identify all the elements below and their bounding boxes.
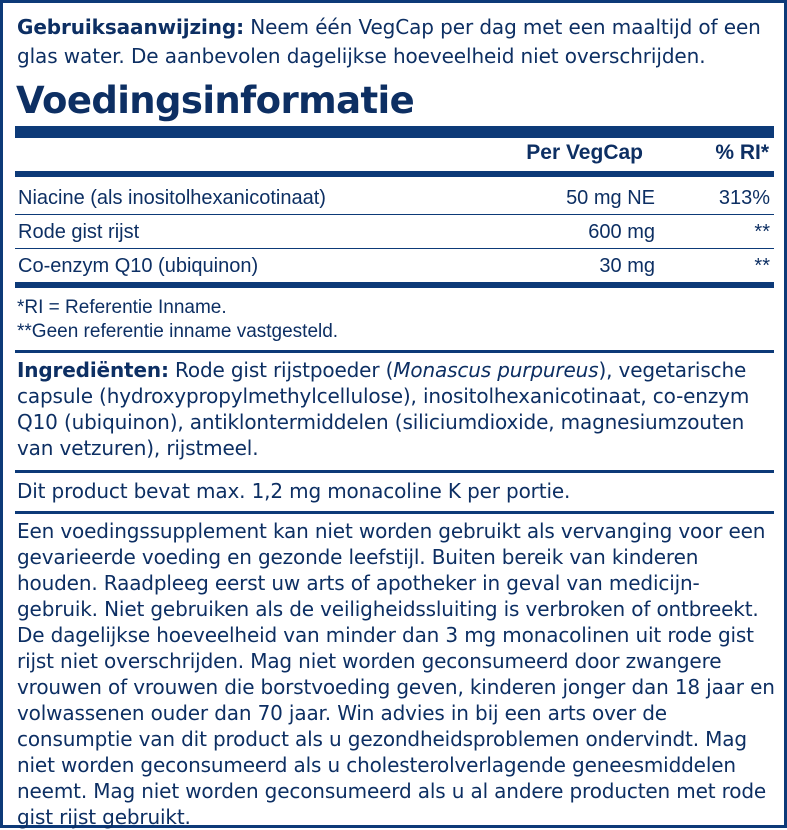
nutrient-amount: 600 mg [588, 221, 655, 243]
ingredients-text-b: ), vegetarische capsule (hydroxypropylmethylcellulose), inositolhexanicotinaat, co-enzym Q10 (ubiquinon), antiklontermiddelen (siliciumdioxide, magnesiumzouten van vetzuren), rijstmeel. [17, 358, 750, 460]
nutrient-ri: ** [754, 221, 770, 243]
col-header-ri: % RI* [715, 141, 769, 164]
nutrient-amount: 50 mg NE [566, 187, 655, 209]
section-divider [15, 350, 774, 353]
nutrition-row [15, 181, 774, 215]
usage-text: Neem één VegCap per dag met een maaltijd of een glas water. De aanbevolen dagelijkse hoeveelheid niet overschrijden. [17, 15, 761, 68]
monacolin-statement: Dit product bevat max. 1,2 mg monacoline K per portie. [17, 479, 571, 503]
nutrition-row [15, 249, 774, 283]
rule-thick-top [15, 126, 774, 138]
usage-instructions [17, 13, 777, 71]
footnote-no-ri: **Geen referentie inname vastgesteld. [17, 321, 339, 342]
nutrient-name: Co-enzym Q10 (ubiquinon) [18, 255, 259, 277]
nutrient-name: Rode gist rijst [18, 221, 140, 243]
section-divider [15, 511, 774, 514]
ingredients-text-a: Rode gist rijstpoeder ( [168, 358, 394, 382]
ingredients-species: Monascus purpureus [393, 358, 599, 382]
footnote-ri: *RI = Referentie Inname. [17, 297, 227, 318]
rule-header-bottom [15, 171, 774, 177]
nutrient-ri: ** [754, 255, 770, 277]
usage-label: Gebruiksaanwijzing: [17, 15, 245, 39]
nutrition-row [15, 215, 774, 249]
col-header-per-vegcap: Per VegCap [526, 141, 643, 164]
nutrition-title: Voedingsinformatie [16, 79, 415, 122]
nutrient-name: Niacine (als inositolhexanicotinaat) [18, 187, 326, 209]
ingredients [17, 357, 777, 461]
section-divider [15, 470, 774, 473]
ingredients-label: Ingrediënten: [17, 358, 169, 382]
warning-text: Een voedingssupplement kan niet worden gebruikt als vervanging voor een gevarieerde voeding en gezonde leefstijl. Buiten bereik van kinderen houden. Raadpleeg eerst uw arts of apotheker in geval van medicijn-gebruik. Niet gebruiken als de veiligheidssluiting is verbroken of ontbreekt. De dagelijkse hoeveelheid van minder dan 3 mg monacolinen uit rode gist rijst niet overschrijden. Mag niet worden geconsumeerd door zwangere vrouwen of vrouwen die borstvoeding geven, kinderen jonger dan 18 jaar en volwassenen ouder dan 70 jaar. Win advies in bij een arts over de consumptie van dit product als u gezondheidsproblemen ondervindt. Mag niet worden geconsumeerd als u cholesterolverlagende geneesmiddelen neemt. Mag niet worden geconsumeerd als u al andere producten met rode gist rijst gebruikt. [17, 519, 775, 829]
nutrient-ri: 313% [718, 187, 770, 209]
nutrient-amount: 30 mg [599, 255, 655, 277]
rule-table-bottom [15, 282, 774, 288]
